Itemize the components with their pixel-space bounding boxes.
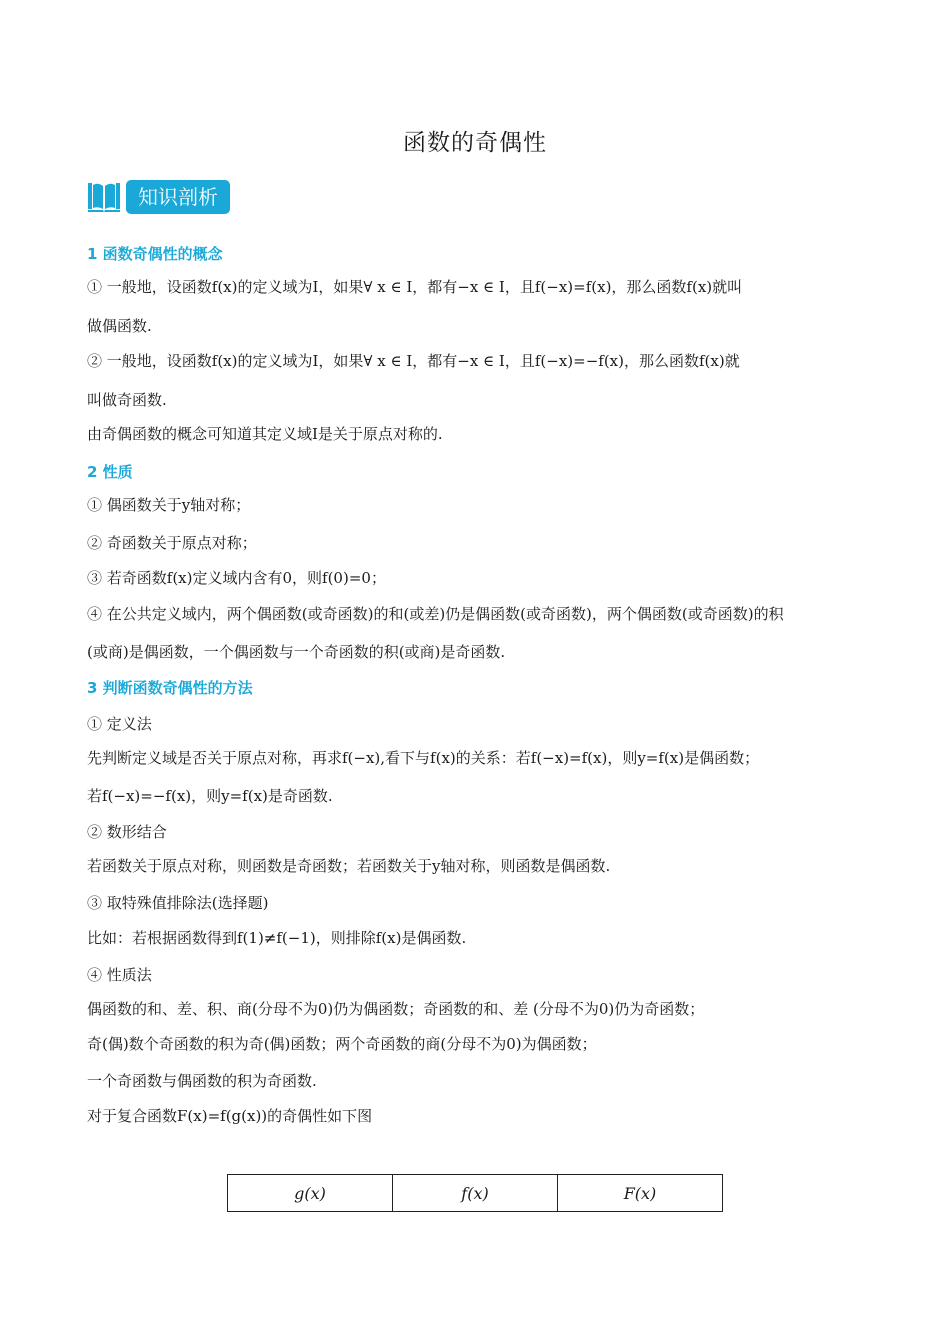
text-line: ④ 在公共定义域内，两个偶函数(或奇函数)的和(或差)仍是偶函数(或奇函数)，两个偶函数(或奇函数)的积 (87, 605, 784, 623)
page-title: 函数的奇偶性 (403, 130, 547, 156)
table-header-cell: f(x) (393, 1175, 558, 1212)
text-line: ② 一般地，设函数f(x)的定义域为I，如果∀ x ∈ I，都有−x ∈ I，且f(−x)=−f(x)，那么函数f(x)就 (87, 352, 740, 370)
section-heading-1: 1 函数奇偶性的概念 (87, 245, 223, 263)
text-line: ① 偶函数关于y轴对称； (87, 496, 251, 514)
text-line: ④ 性质法 (87, 966, 152, 984)
text-line: 对于复合函数F(x)=f(g(x))的奇偶性如下图 (87, 1107, 373, 1125)
text-line: ③ 若奇函数f(x)定义域内含有0，则f(0)=0； (87, 569, 386, 587)
table-header-cell: F(x) (558, 1175, 723, 1212)
text-line: ① 定义法 (87, 715, 152, 733)
text-line: 做偶函数. (87, 317, 152, 335)
text-line: (或商)是偶函数，一个偶函数与一个奇函数的积(或商)是奇函数. (87, 643, 506, 661)
text-line: ② 数形结合 (87, 823, 167, 841)
text-line: ③ 取特殊值排除法(选择题) (87, 894, 269, 912)
open-book-icon (86, 179, 122, 215)
text-line: 偶函数的和、差、积、商(分母不为0)仍为偶函数；奇函数的和、差 (分母不为0)仍为奇函数； (87, 1000, 705, 1018)
text-line: 由奇偶函数的概念可知道其定义域I是关于原点对称的. (87, 425, 443, 443)
text-line: 若函数关于原点对称，则函数是奇函数；若函数关于y轴对称，则函数是偶函数. (87, 857, 611, 875)
text-line: 若f(−x)=−f(x)，则y=f(x)是奇函数. (87, 787, 333, 805)
section-heading-3: 3 判断函数奇偶性的方法 (87, 679, 253, 697)
text-line: ① 一般地，设函数f(x)的定义域为I，如果∀ x ∈ I，都有−x ∈ I，且f(−x)=f(x)，那么函数f(x)就叫 (87, 278, 743, 296)
table-row (228, 1175, 723, 1212)
text-line: 奇(偶)数个奇函数的积为奇(偶)函数；两个奇函数的商(分母不为0)为偶函数； (87, 1035, 597, 1053)
text-line: 一个奇函数与偶函数的积为奇函数. (87, 1072, 317, 1090)
section-heading-2: 2 性质 (87, 463, 133, 481)
table-header-cell: g(x) (228, 1175, 393, 1212)
text-line: ② 奇函数关于原点对称； (87, 534, 257, 552)
text-line: 先判断定义域是否关于原点对称，再求f(−x),看下与f(x)的关系：若f(−x)=f(x)，则y=f(x)是偶函数； (87, 749, 760, 767)
banner-label: 知识剖析 (126, 180, 230, 214)
composite-parity-table (227, 1174, 723, 1212)
section-banner (86, 179, 230, 215)
text-line: 叫做奇函数. (87, 391, 167, 409)
text-line: 比如：若根据函数得到f(1)≠f(−1)，则排除f(x)是偶函数. (87, 929, 467, 947)
